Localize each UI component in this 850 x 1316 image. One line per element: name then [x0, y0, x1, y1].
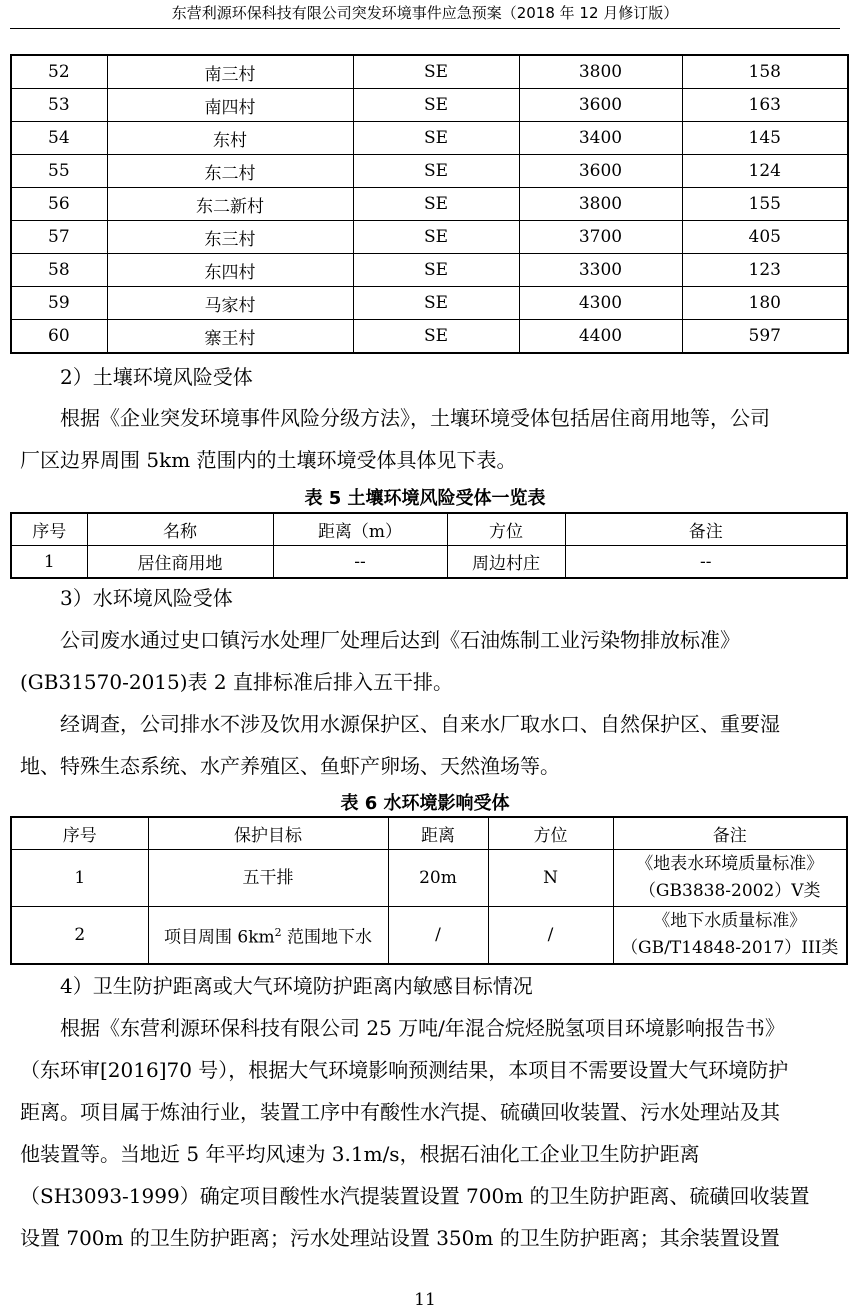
table-cell: 2: [11, 907, 148, 965]
table-cell: 54: [11, 122, 107, 155]
table-cell: 3700: [519, 221, 682, 254]
page-number: 11: [414, 1290, 436, 1310]
superscript: 2: [274, 925, 282, 939]
table-cell: 158: [682, 55, 848, 89]
table-cell: 124: [682, 155, 848, 188]
table-row: [11, 320, 848, 354]
remark-cell: [613, 907, 847, 965]
health-line: 根据《东营利源环保科技有限公司 25 万吨/年混合烷烃脱氢项目环境影响报告书》: [60, 1016, 785, 1040]
table-cell: 53: [11, 89, 107, 122]
table-cell: 3600: [519, 89, 682, 122]
table-header-cell: 保护目标: [148, 817, 388, 850]
table-cell: SE: [353, 221, 519, 254]
table-cell: 1: [11, 850, 148, 907]
health-line: 他装置等。当地近 5 年平均风速为 3.1m/s，根据石油化工企业卫生防护距离: [20, 1142, 700, 1166]
table-cell: 南三村: [107, 55, 353, 89]
table-header-cell: 序号: [11, 817, 148, 850]
table-header-row: [11, 817, 847, 850]
remark-line: 《地下水质量标准》: [653, 911, 807, 931]
table-cell: 180: [682, 287, 848, 320]
table-cell: 南四村: [107, 89, 353, 122]
table-cell: 4400: [519, 320, 682, 354]
table-cell: 123: [682, 254, 848, 287]
remark-line: （GB/T14848-2017）III类: [621, 938, 839, 958]
table-cell: 597: [682, 320, 848, 354]
table-cell: 405: [682, 221, 848, 254]
water-paragraph1-line1: 公司废水通过史口镇污水处理厂处理后达到《石油炼制工业污染物排放标准》: [60, 628, 740, 652]
table-cell: 马家村: [107, 287, 353, 320]
table-cell: 145: [682, 122, 848, 155]
table-cell: /: [388, 907, 488, 965]
table-row: [11, 55, 848, 89]
table-cell: 3800: [519, 55, 682, 89]
table-row: [11, 122, 848, 155]
table-cell: 寨王村: [107, 320, 353, 354]
table-cell: 东二村: [107, 155, 353, 188]
remark-line: （GB3838-2002）V类: [638, 881, 821, 901]
table-row: [11, 221, 848, 254]
table-cell: 55: [11, 155, 107, 188]
table-header-cell: 名称: [87, 513, 273, 546]
table-cell: 52: [11, 55, 107, 89]
soil-paragraph-line1: 根据《企业突发环境事件风险分级方法》，土壤环境受体包括居住商用地等，公司: [60, 406, 770, 430]
health-line: （SH3093-1999）确定项目酸性水汽提装置设置 700m 的卫生防护距离、硫磺回收装置: [20, 1184, 810, 1208]
table-header-cell: 序号: [11, 513, 87, 546]
table-cell: SE: [353, 287, 519, 320]
table-cell: 周边村庄: [447, 546, 565, 579]
table-cell: 东三村: [107, 221, 353, 254]
table-cell: 155: [682, 188, 848, 221]
table-cell: --: [273, 546, 447, 579]
table-cell: 居住商用地: [87, 546, 273, 579]
table-cell: SE: [353, 55, 519, 89]
health-heading: 4）卫生防护距离或大气环境防护距离内敏感目标情况: [60, 974, 533, 998]
table-cell: --: [565, 546, 847, 579]
protection-target-cell: [148, 907, 388, 965]
table-row: [11, 254, 848, 287]
soil-receptor-table: [10, 512, 848, 579]
table-cell: SE: [353, 320, 519, 354]
soil-paragraph-line2: 厂区边界周围 5km 范围内的土壤环境受体具体见下表。: [20, 448, 517, 472]
table-cell: 20m: [388, 850, 488, 907]
table-cell: 56: [11, 188, 107, 221]
table-cell: SE: [353, 188, 519, 221]
table-header-cell: 距离: [388, 817, 488, 850]
table-cell: 59: [11, 287, 107, 320]
table-header-cell: 距离（m）: [273, 513, 447, 546]
water-paragraph2-line2: 地、特殊生态系统、水产养殖区、鱼虾产卵场、天然渔场等。: [20, 754, 560, 778]
health-line: 距离。项目属于炼油行业，装置工序中有酸性水汽提、硫磺回收装置、污水处理站及其: [20, 1100, 780, 1124]
table-cell: 1: [11, 546, 87, 579]
header-divider: [10, 28, 840, 29]
table-cell: 东村: [107, 122, 353, 155]
table5-caption: 表 5 土壤环境风险受体一览表: [304, 488, 546, 509]
table-header-cell: 备注: [613, 817, 847, 850]
water-heading: 3）水环境风险受体: [60, 586, 233, 610]
table-cell: /: [488, 907, 613, 965]
table-cell: 3300: [519, 254, 682, 287]
table-row: [11, 188, 848, 221]
table-row: [11, 546, 847, 579]
table-cell: 3400: [519, 122, 682, 155]
table-cell: SE: [353, 155, 519, 188]
health-line: 设置 700m 的卫生防护距离；污水处理站设置 350m 的卫生防护距离；其余装置设置: [20, 1226, 780, 1250]
table-header-cell: 方位: [488, 817, 613, 850]
water-paragraph1-line2: (GB31570-2015)表 2 直排标准后排入五干排。: [20, 670, 453, 694]
table-cell: 东二新村: [107, 188, 353, 221]
target-text: 范围地下水: [281, 927, 373, 948]
table-cell: SE: [353, 254, 519, 287]
table-row: [11, 850, 847, 907]
page-header: 东营利源环保科技有限公司突发环境事件应急预案（2018 年 12 月修订版）: [171, 4, 679, 22]
table-header-cell: 备注: [565, 513, 847, 546]
table-row: [11, 907, 847, 965]
village-table: [10, 54, 849, 354]
table-cell: 58: [11, 254, 107, 287]
water-paragraph2-line1: 经调查，公司排水不涉及饮用水源保护区、自来水厂取水口、自然保护区、重要湿: [60, 712, 780, 736]
table-row: [11, 287, 848, 320]
table-row: [11, 155, 848, 188]
table-cell: 163: [682, 89, 848, 122]
table-cell: 57: [11, 221, 107, 254]
water-receptor-table: [10, 816, 848, 965]
table-header-cell: 方位: [447, 513, 565, 546]
table-cell: 4300: [519, 287, 682, 320]
table-cell: N: [488, 850, 613, 907]
table-cell: 60: [11, 320, 107, 354]
health-line: （东环审[2016]70 号），根据大气环境影响预测结果，本项目不需要设置大气环境防护: [20, 1058, 789, 1082]
table-cell: SE: [353, 122, 519, 155]
table-header-row: [11, 513, 847, 546]
table-cell: SE: [353, 89, 519, 122]
table-row: [11, 89, 848, 122]
target-text: 项目周围 6km: [163, 927, 275, 948]
remark-cell: [613, 850, 847, 907]
table-cell: 3600: [519, 155, 682, 188]
table-cell: 东四村: [107, 254, 353, 287]
table-cell: 五干排: [148, 850, 388, 907]
table-cell: 3800: [519, 188, 682, 221]
remark-line: 《地表水环境质量标准》: [636, 854, 824, 874]
table6-caption: 表 6 水环境影响受体: [340, 793, 510, 814]
soil-heading: 2）土壤环境风险受体: [60, 365, 253, 389]
